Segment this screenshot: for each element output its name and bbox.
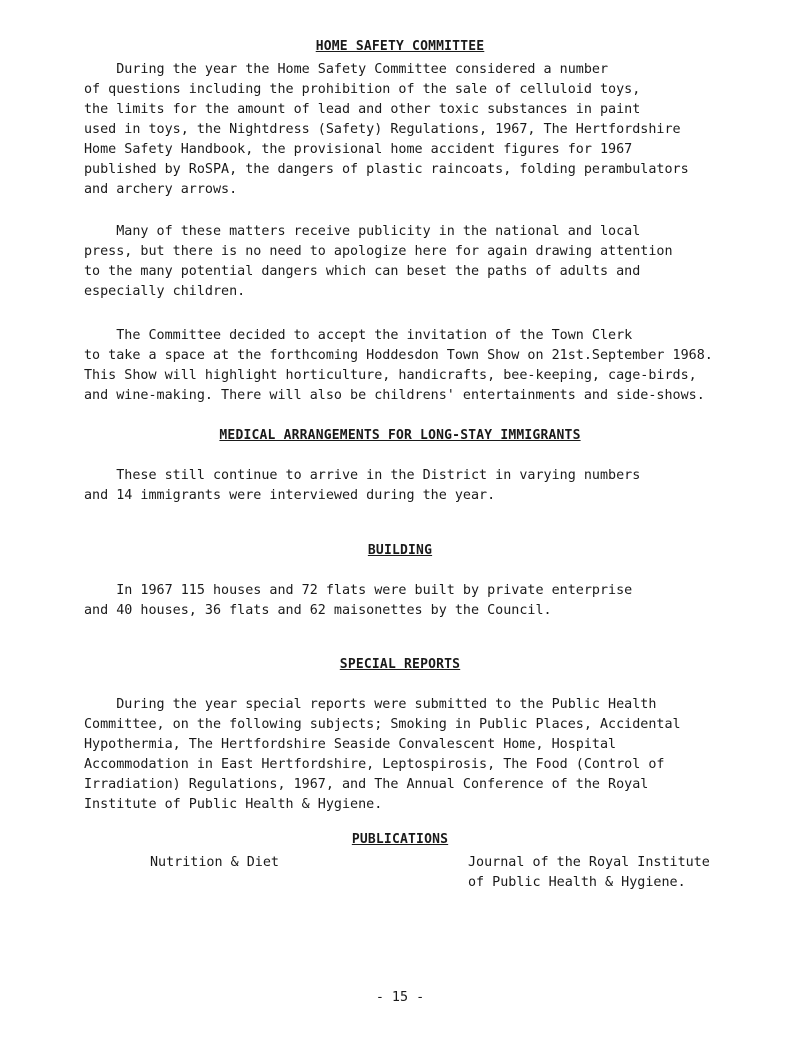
paragraph-home-safety-3 [84, 326, 784, 406]
heading-medical-arrangements: MEDICAL ARRANGEMENTS FOR LONG-STAY IMMIGRANTS [219, 428, 581, 443]
publication-title: Nutrition & Diet [150, 855, 279, 870]
paragraph-medical-arrangements [84, 466, 784, 506]
heading-building: BUILDING [367, 543, 433, 558]
text-line: especially children. [84, 284, 246, 299]
text-line: to the many potential dangers which can beset the paths of adults and [84, 264, 641, 279]
text-line: and wine-making. There will also be childrens' entertainments and side-shows. [84, 388, 705, 403]
text-line: the limits for the amount of lead and other toxic substances in paint [84, 102, 641, 117]
text-line: Hypothermia, The Hertfordshire Seaside Convalescent Home, Hospital [84, 737, 617, 752]
publication-left [150, 853, 279, 873]
heading-special-reports: SPECIAL REPORTS [339, 657, 461, 672]
text-line: During the year special reports were submitted to the Public Health [84, 697, 657, 712]
text-line: used in toys, the Nightdress (Safety) Regulations, 1967, The Hertfordshire [84, 122, 681, 137]
text-line: press, but there is no need to apologize here for again drawing attention [84, 244, 673, 259]
text-line: These still continue to arrive in the District in varying numbers [84, 468, 641, 483]
heading-home-safety-committee: HOME SAFETY COMMITTEE [315, 39, 485, 54]
text-line: Irradiation) Regulations, 1967, and The Annual Conference of the Royal [84, 777, 649, 792]
text-line: and 14 immigrants were interviewed during the year. [84, 488, 496, 503]
heading-publications: PUBLICATIONS [351, 832, 449, 847]
text-line: The Committee decided to accept the invitation of the Town Clerk [84, 328, 633, 343]
paragraph-special-reports [84, 695, 784, 815]
paragraph-building [84, 581, 784, 621]
publication-right [468, 853, 710, 893]
publication-title: of Public Health & Hygiene. [468, 875, 686, 890]
text-line: Many of these matters receive publicity in the national and local [84, 224, 641, 239]
text-line: and archery arrows. [84, 182, 238, 197]
text-line: During the year the Home Safety Committee considered a number [84, 62, 609, 77]
paragraph-home-safety-1 [84, 60, 784, 200]
text-line: This Show will highlight horticulture, handicrafts, bee-keeping, cage-birds, [84, 368, 697, 383]
text-line: Committee, on the following subjects; Smoking in Public Places, Accidental [84, 717, 681, 732]
text-line: of questions including the prohibition of the sale of celluloid toys, [84, 82, 641, 97]
text-line: to take a space at the forthcoming Hoddesdon Town Show on 21st.September 1968. [84, 348, 713, 363]
text-line: Home Safety Handbook, the provisional home accident figures for 1967 [84, 142, 633, 157]
publication-title: Journal of the Royal Institute [468, 855, 710, 870]
paragraph-home-safety-2 [84, 222, 784, 302]
text-line: Accommodation in East Hertfordshire, Leptospirosis, The Food (Control of [84, 757, 665, 772]
text-line: Institute of Public Health & Hygiene. [84, 797, 383, 812]
text-line: published by RoSPA, the dangers of plastic raincoats, folding perambulators [84, 162, 689, 177]
text-line: In 1967 115 houses and 72 flats were built by private enterprise [84, 583, 633, 598]
text-line: and 40 houses, 36 flats and 62 maisonettes by the Council. [84, 603, 552, 618]
page-number: - 15 - [375, 990, 425, 1005]
